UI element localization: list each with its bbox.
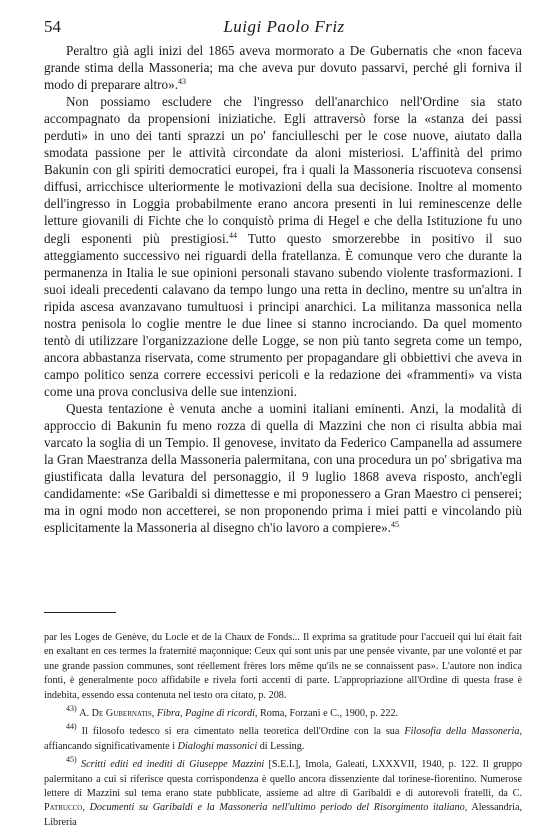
paragraph-1-text: Peraltro già agli inizi del 1865 aveva mormorato a De Gubernatis che «non faceva grande stima della Massoneria; ma che aveva pur dovuto passarvi, perché gli forniva il modo di preparare altro». <box>44 43 522 93</box>
footnote-44-text-a: Il filosofo tedesco si era cimentato nella teoretica dell'Ordine con la sua <box>81 726 405 738</box>
paragraph-2-text-b: Tutto questo smorzerebbe in positivo il suo atteggiamento successivo nei riguardi della fratellanza. È comunque vero che durante la permanenza in Italia le sue opinioni personali stavano subendo violente trasformazioni. I suoi ideali precedenti calavano da tempo lungo una retta in declino, mentre su un'altra in ripida ascesa avanzavano tumultuosi i principi anarchici. La militanza massonica nella nostra penisola lo coglie mentre le due linee si stanno incrociando. Da quel momento tentò di utilizzare l'organizzazione delle Logge, se non più tanto segreta come un tempo, ancora abbastanza riservata, come strumento per propagandare gli obbiettivi che aveva in campo politico senza correre eccessivi pericoli e la redazione dei «frammenti» va vista come una prova conclusiva delle sue intenzioni. <box>44 230 522 399</box>
footnote-45-title-1: Scritti editi ed inediti di Giuseppe Mazzini <box>81 759 265 771</box>
footnote-44 <box>44 722 522 754</box>
footnote-45-title-2: Documenti su Garibaldi e la Massoneria nell'ultimo periodo del Risorgimento italiano, <box>89 802 468 814</box>
footnote-44-text-b: affiancando significativamente i <box>44 740 178 752</box>
footnote-number-45: 45) <box>66 755 77 765</box>
footnote-45-author: C. Patrucco, <box>44 788 522 814</box>
footnote-separator <box>44 612 116 613</box>
footnote-44-title-2: Dialoghi massonici <box>177 740 258 752</box>
paragraph-2-text-a: Non possiamo escludere che l'ingresso dell'anarchico nell'Ordine sia stato accompagnato da propensioni iniziatiche. Egli attraversò forse la «stanza dei passi perduti» in uno dei tanti sprazzi un po' fanciulleschi per le cose nuove, aiutato dalla smodata passione per le attività circondate da aloni misteriosi. L'affinità del primo Bakunin con gli spiriti democratici europei, fra i quali la Massoneria riscuoteva consensi diffusi, arricchisce ulteriormente le motivazioni della sua decisione. Inoltre al momento dell'ingresso in Loggia probabilmente erano ancora presenti in lui reminescenze delle letture giovanili di Fichte che lo conquistò prima di Hegel e che della Istituzione fu uno degli esponenti più prestigiosi. <box>44 94 522 246</box>
footnote-number-43: 43) <box>66 704 77 714</box>
footnote-ref-44: 44 <box>228 230 237 240</box>
paragraph-3-text: Questa tentazione è venuta anche a uomini italiani eminenti. Anzi, la modalità di approccio di Bakunin fu meno rozza di quella di Mazzini che non ci risulta abbia mai varcato la soglia di un Tempio. Il genovese, invitato da Federico Campanella ad assumere la Gran Maestranza della Massoneria palermitana, con una procedura un po' sbrigativa ma giustificata dalla levatura del personaggio, il 9 luglio 1868 aveva risposto, anch'egli candidamente: «Se Garibaldi si dimettesse e mi proponessero a Gran Maestro ci penserei; ma in ogni modo non accetterei, se non proponendo prima i miei patti e vincolando più esplicitamente la Massoneria al disegno ch'io lavoro a compiere». <box>44 400 522 536</box>
footnote-43-publication: Roma, Forzani e C., 1900, p. 222. <box>257 708 399 720</box>
footnote-44-text-c: di Lessing. <box>257 740 305 752</box>
footnote-43-author: A. De Gubernatis, <box>79 708 155 720</box>
footnote-45-text-a: [S.E.I.], Imola, Galeati, LXXXVII, 1940, p. 122. Il gruppo palermitano a cui si riferisce questa corrispondenza è quello ancora dissenziente dal torinese-fiorentino. Numerose lettere di Mazzini sul tema erano state pubblicate, assieme ad altre di Garibaldi e di autorevoli fratelli, da <box>44 759 523 800</box>
main-text <box>44 42 522 536</box>
page-number: 54 <box>44 17 61 36</box>
paragraph-3 <box>44 400 522 536</box>
footnote-44-title-1: Filosofia della Massoneria, <box>404 726 522 738</box>
paragraph-1 <box>44 42 522 93</box>
footnote-ref-45: 45 <box>390 520 399 530</box>
running-head-author: Luigi Paolo Friz <box>223 17 345 36</box>
footnote-45-text-b: Alessandria, Libreria <box>44 802 523 828</box>
footnote-number-44: 44) <box>66 722 77 732</box>
footnote-43-title: Fibra, Pagine di ricordi, <box>156 708 258 720</box>
page-header <box>44 16 524 40</box>
footnote-ref-43: 43 <box>178 77 187 87</box>
paragraph-2 <box>44 93 522 400</box>
footnotes <box>44 631 522 830</box>
footnote-43 <box>44 704 522 721</box>
footnote-45 <box>44 755 523 830</box>
footnote-continuation: par les Loges de Genève, du Locle et de la Chaux de Fonds... Il exprima sa gratitude pour l'accueil qui lui était fait en exaltant en ces termes la fraternité maçonnique: Ceux qui sont unis par une pensée vivante, par une volonté et par une grande passion communes, sont réellement frères lors même qu'ils ne se connaissent pas». L'autore non indica fonti, è generalmente poco affidabile e rivela forti accenti di parte. L'appropriazione all'Ordine di questa frase è indebita, essendo essa contenuta nel testo ora citato, p. 208. <box>44 632 522 701</box>
